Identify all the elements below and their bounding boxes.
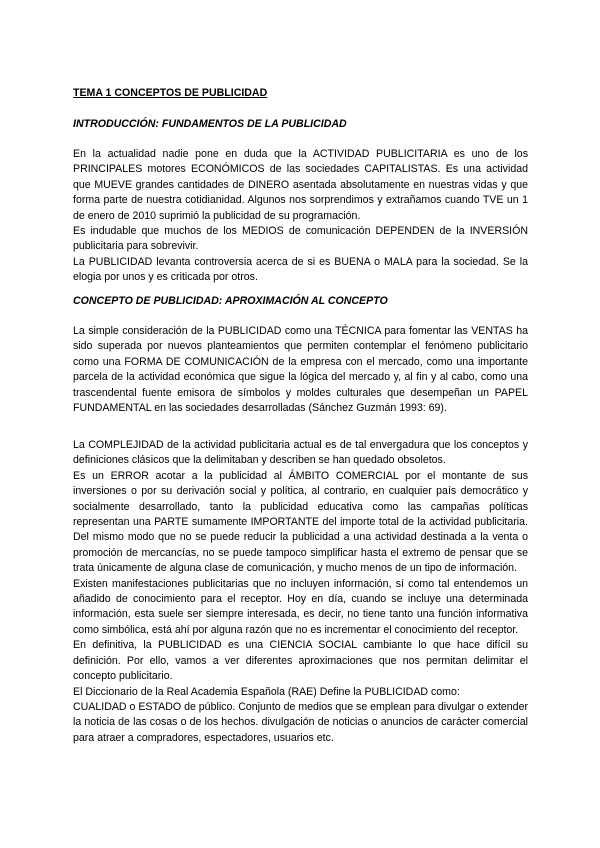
paragraph: CUALIDAD o ESTADO de público. Conjunto de medios que se emplean para divulgar o extender la noticia de las cosas o de los hechos. divulgación de noticias o anuncios de carácter comercial para atraer a compradores, espectadores, usuarios etc. bbox=[73, 700, 528, 744]
paragraph: El Diccionario de la Real Academia Española (RAE) Define la PUBLICIDAD como: bbox=[73, 685, 460, 698]
paragraph: Es un ERROR acotar a la publicidad al ÁMBITO COMERCIAL por el montante de sus inversiones o por su derivación social y política, al contrario, en cualquier país democrático y socialmente desarrollado, tanto la publicidad educativa como las campañas políticas representan una PARTE sumamente IMPORTANTE del importe total de la actividad publicitaria. Del mismo modo que no se puede reducir la publicidad a una actividad destinada a la venta o promoción de mercancías, no se puede tampoco simplificar hasta el extremo de pensar que se trata únicamente de alguna clase de comunicación, y mucho menos de un tipo de información. bbox=[73, 469, 528, 575]
section-concepto-intro bbox=[73, 324, 528, 416]
document-title: TEMA 1 CONCEPTOS DE PUBLICIDAD bbox=[73, 87, 268, 99]
paragraph: Existen manifestaciones publicitarias que no incluyen información, sí como tal entendemos un añadido de conocimiento para el receptor. Hoy en día, cuando se incluye una determinada información, esta suele ser siempre interesada, es decir, no tiene tanto una función informativa como simbólica, está ahí por alguna razón que no es incrementar el conocimiento del receptor. bbox=[73, 577, 528, 636]
paragraph: En definitiva, la PUBLICIDAD es una CIENCIA SOCIAL cambiante lo que hace difícil su definición. Por ello, vamos a ver diferentes aproximaciones que nos permitan delimitar el concepto publicitario. bbox=[73, 639, 528, 683]
section-heading-concepto: CONCEPTO DE PUBLICIDAD: APROXIMACIÓN AL CONCEPTO bbox=[73, 295, 388, 307]
paragraph: En la actualidad nadie pone en duda que la ACTIVIDAD PUBLICITARIA es uno de los PRINCIPALES motores ECONÓMICOS de las sociedades CAPITALISTAS. Es una actividad que MUEVE grandes cantidades de DINERO asentada absolutamente en nuestras vidas y que forma parte de nuestra cotidianidad. Algunos nos sorprendimos y extrañamos cuando TVE un 1 de enero de 2010 suprimió la publicidad de su programación. bbox=[73, 148, 528, 222]
paragraph: La COMPLEJIDAD de la actividad publicitaria actual es de tal envergadura que los conceptos y definiciones clásicos que la delimitaban y describen se han quedado obsoletos. bbox=[73, 439, 528, 467]
section-heading-introduccion: INTRODUCCIÓN: FUNDAMENTOS DE LA PUBLICIDAD bbox=[73, 118, 347, 130]
paragraph: La simple consideración de la PUBLICIDAD como una TÉCNICA para fomentar las VENTAS ha sido superada por nuevos planteamientos que permiten contemplar el fenómeno publicitario como una FORMA DE COMUNICACIÓN de la empresa con el mercado, como una importante parcela de la actividad económica que sigue la lógica del mercado y, al fin y al cabo, como una trascendental fuente emisora de símbolos y moldes culturales que desempeñan un PAPEL FUNDAMENTAL en las sociedades desarrolladas (Sánchez Guzmán 1993: 69). bbox=[73, 325, 528, 415]
section-introduccion-body bbox=[73, 147, 528, 286]
paragraph: Es indudable que muchos de los MEDIOS de comunicación DEPENDEN de la INVERSIÓN publicitaria para sobrevivir. bbox=[73, 225, 528, 253]
paragraph: La PUBLICIDAD levanta controversia acerca de si es BUENA o MALA para la sociedad. Se la elogia por unos y es criticada por otros. bbox=[73, 255, 528, 284]
section-concepto-body bbox=[73, 438, 528, 746]
